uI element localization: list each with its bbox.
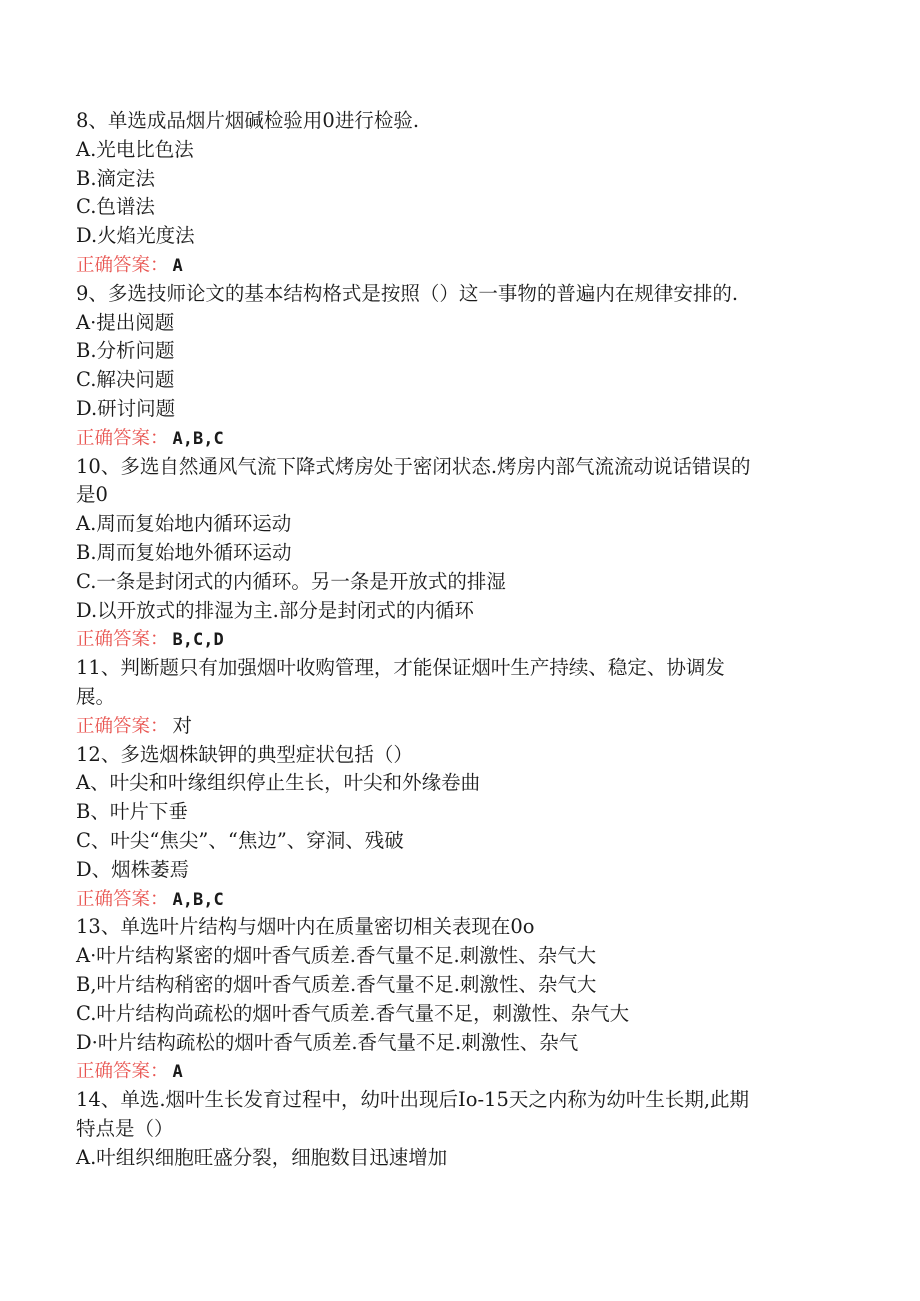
option-a: A.光电比色法: [76, 137, 194, 161]
question-9: [76, 280, 856, 453]
question-12: [76, 741, 856, 914]
answer-row: [76, 424, 856, 453]
answer-label: 正确答案：: [76, 888, 169, 910]
option-d: D.火焰光度法: [76, 224, 195, 248]
option-a: A·叶片结构紧密的烟叶香气质差.香气量不足.刺激性、杂气大: [76, 944, 597, 968]
answer-row: [76, 885, 856, 914]
option-d: D.以开放式的排湿为主.部分是封闭式的内循环: [76, 598, 474, 622]
question-10: [76, 453, 856, 655]
question-text: 11、判断题只有加强烟叶收购管理，才能保证烟叶生产持续、稳定、协调发: [76, 656, 725, 680]
answer-value: B,C,D: [172, 630, 224, 651]
question-text: 9、多选技师论文的基本结构格式是按照（）这一事物的普遍内在规律安排的.: [76, 281, 739, 305]
option-a: A.叶组织细胞旺盛分裂，细胞数目迅速增加: [76, 1145, 448, 1169]
option-b: B.滴定法: [76, 166, 156, 190]
option-b: B、叶片下垂: [76, 800, 188, 824]
question-text: 8、单选成品烟片烟碱检验用0进行检验.: [76, 109, 420, 132]
answer-value: A: [172, 255, 183, 276]
option-c: C.一条是封闭式的内循环。另一条是开放式的排湿: [76, 569, 506, 593]
answer-label: 正确答案：: [76, 1061, 169, 1083]
option-b: B,叶片结构稍密的烟叶香气质差.香气量不足.刺激性、杂气大: [76, 972, 597, 996]
question-text-cont: 是0: [76, 483, 108, 507]
option-b: B.周而复始地外循环运动: [76, 540, 292, 564]
question-14: [76, 1086, 856, 1172]
option-d: D、烟株萎焉: [76, 857, 190, 881]
question-text-cont: 特点是（）: [76, 1116, 174, 1140]
answer-label: 正确答案：: [76, 629, 169, 651]
option-c: C、叶尖“焦尖”、“焦边”、穿洞、残破: [76, 828, 404, 852]
question-11: [76, 654, 856, 740]
answer-value: A: [172, 1062, 183, 1083]
option-d: D·叶片结构疏松的烟叶香气质差.香气量不足.刺激性、杂气: [76, 1030, 579, 1054]
question-text: 10、多选自然通风气流下降式烤房处于密闭状态.烤房内部气流流动说话错误的: [76, 454, 751, 478]
option-b: B.分析问题: [76, 339, 175, 363]
option-d: D.研讨问题: [76, 396, 176, 420]
question-13: [76, 913, 856, 1086]
option-c: C.叶片结构尚疏松的烟叶香气质差.香气量不足，刺激性、杂气大: [76, 1001, 630, 1025]
option-c: C.色谱法: [76, 195, 155, 219]
answer-label: 正确答案：: [76, 427, 169, 449]
answer-row: [76, 712, 856, 741]
question-8: [76, 107, 856, 280]
answer-value: A,B,C: [172, 889, 224, 910]
question-text: 14、单选.烟叶生长发育过程中，幼叶出现后Io-15天之内称为幼叶生长期,此期: [76, 1088, 750, 1112]
document-page: [76, 107, 856, 1172]
question-text: 13、单选叶片结构与烟叶内在质量密切相关表现在0o: [76, 915, 535, 939]
answer-value: 对: [172, 713, 193, 737]
option-a: A.周而复始地内循环运动: [76, 512, 292, 536]
option-a: A、叶尖和叶缘组织停止生长，叶尖和外缘卷曲: [76, 771, 481, 795]
answer-label: 正确答案：: [76, 715, 169, 737]
option-c: C.解决问题: [76, 368, 175, 392]
question-text: 12、多选烟株缺钾的典型症状包括（）: [76, 742, 413, 766]
question-text-cont: 展。: [76, 684, 116, 708]
answer-row: [76, 1057, 856, 1086]
answer-row: [76, 251, 856, 280]
answer-row: [76, 625, 856, 654]
option-a: A·提出阅题: [76, 310, 175, 334]
answer-value: A,B,C: [172, 428, 224, 449]
answer-label: 正确答案：: [76, 254, 169, 276]
